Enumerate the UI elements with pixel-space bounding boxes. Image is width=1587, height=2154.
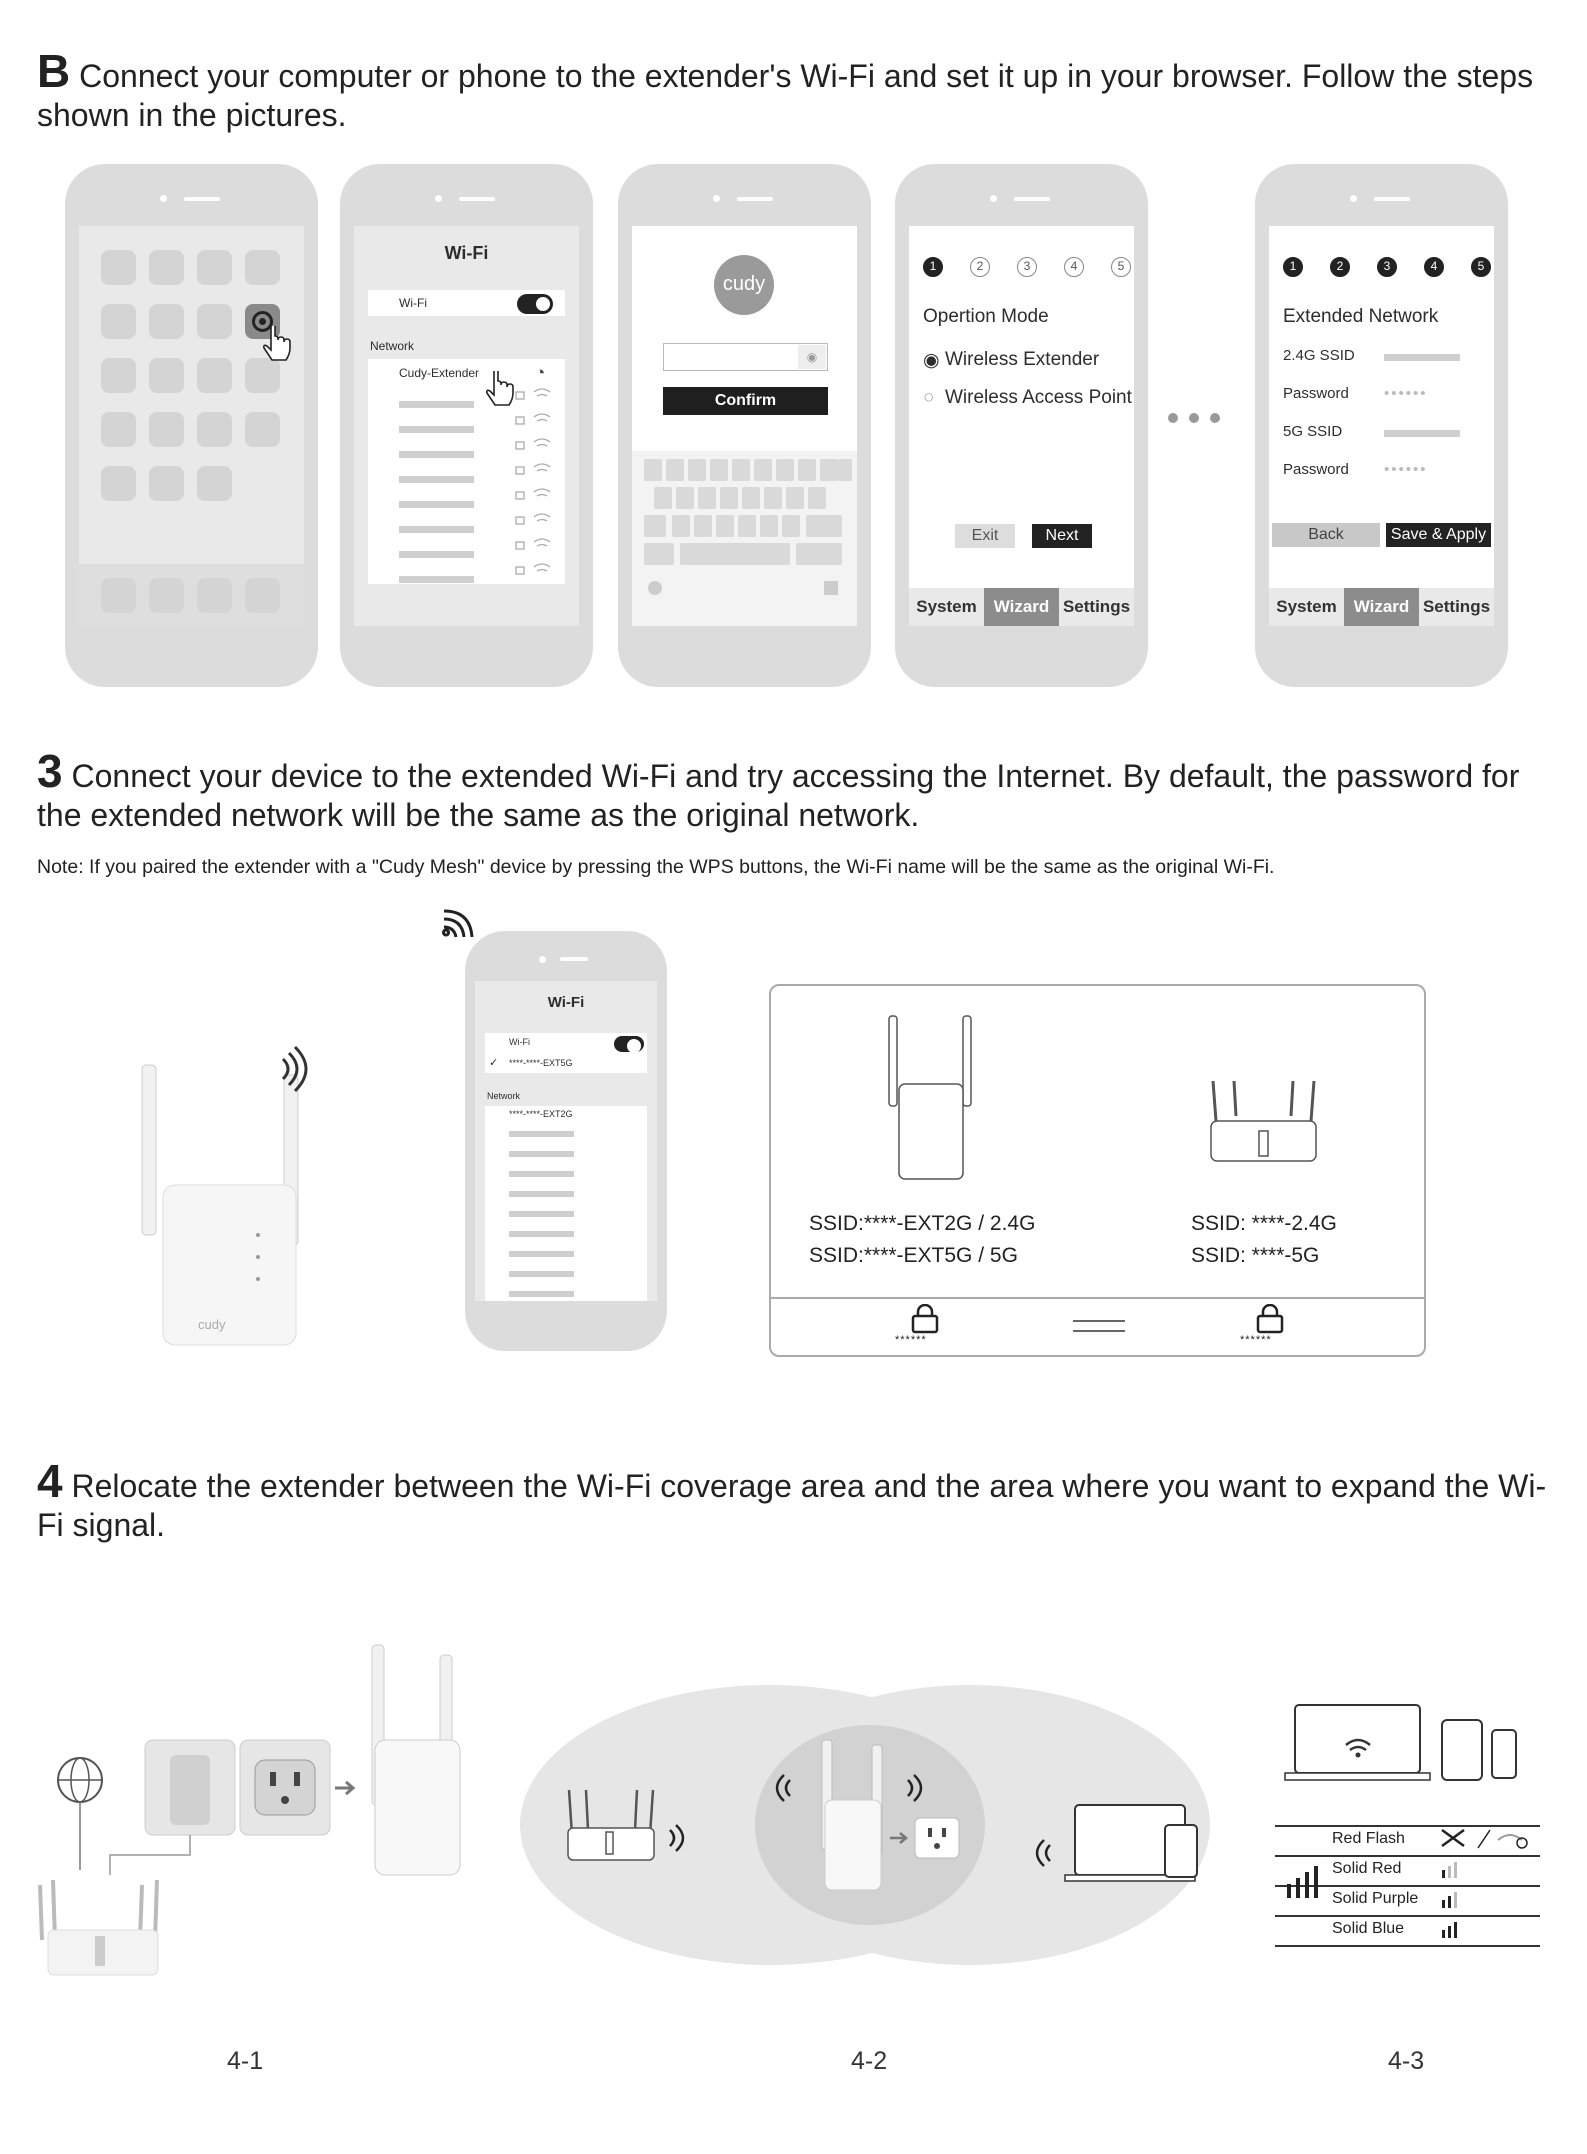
step-indicator-2: 2 <box>1330 257 1350 277</box>
wifi-toggle[interactable] <box>614 1036 644 1052</box>
signal-strong-icon <box>1440 1918 1462 1940</box>
field-label-password-2: Password <box>1283 461 1349 478</box>
step-indicator-3: 3 <box>1017 257 1037 277</box>
tab-system[interactable]: System <box>1276 597 1337 616</box>
tab-system[interactable]: System <box>916 597 977 616</box>
next-button[interactable]: Next <box>1032 524 1092 548</box>
network-label: Network <box>487 1091 521 1101</box>
extender-ssid-24g: SSID:****-EXT2G / 2.4G <box>809 1212 1036 1235</box>
extender-ssid-5g: SSID:****-EXT5G / 5G <box>809 1244 1018 1267</box>
lock-icon <box>1254 1304 1286 1334</box>
option-wireless-access-point[interactable]: Wireless Access Point <box>945 387 1132 408</box>
section-3-note: Note: If you paired the extender with a "Cudy Mesh" device by pressing the WPS buttons, the Wi-Fi name will be the same as the original Wi-Fi. <box>37 856 1275 878</box>
legend-red-flash: Red Flash <box>1332 1830 1405 1847</box>
section-3-text: Connect your device to the extended Wi-Fi and try accessing the Internet. By default, the password for the extended network will be the same as the original network. <box>37 758 1520 833</box>
more-steps-ellipsis <box>1164 410 1224 424</box>
exit-button[interactable]: Exit <box>955 524 1015 548</box>
coverage-area-illustration <box>520 1680 1220 1970</box>
legend-solid-red: Solid Red <box>1332 1860 1402 1877</box>
legend-solid-blue: Solid Blue <box>1332 1920 1405 1937</box>
phone-connected-wifi <box>465 931 667 1351</box>
hand-pointer-icon <box>261 326 295 366</box>
step-indicator-5: 5 <box>1471 257 1491 277</box>
field-password-1[interactable]: •••••• <box>1384 385 1428 402</box>
tab-settings[interactable]: Settings <box>1422 597 1491 616</box>
step-indicator-4: 4 <box>1424 257 1444 277</box>
lock-wifi-icons <box>514 378 554 593</box>
caption-4-1: 4-1 <box>227 2047 264 2075</box>
operation-mode-title: Opertion Mode <box>923 306 1049 327</box>
option-wireless-extender[interactable]: Wireless Extender <box>945 349 1100 370</box>
eye-icon[interactable]: ◉ <box>798 345 826 369</box>
phone-home-screen <box>65 164 318 687</box>
connected-checkmark-icon: ✓ <box>489 1057 499 1069</box>
network-item-ext2g[interactable]: ****-****-EXT2G <box>509 1109 573 1119</box>
tab-wizard[interactable]: Wizard <box>984 588 1059 626</box>
section-4-number: 4 <box>37 1455 63 1507</box>
equals-icon <box>1073 1319 1125 1333</box>
field-label-password-1: Password <box>1283 385 1349 402</box>
led-signal-bars-icon <box>1285 1862 1321 1902</box>
field-label-5g-ssid: 5G SSID <box>1283 423 1343 440</box>
field-24g-ssid[interactable] <box>1384 354 1460 361</box>
extender-device-icon <box>881 1011 981 1186</box>
save-apply-button[interactable]: Save & Apply <box>1386 523 1491 547</box>
step-indicator-3: 3 <box>1377 257 1397 277</box>
signal-medium-icon <box>1440 1888 1462 1910</box>
extended-network-title: Extended Network <box>1283 306 1439 327</box>
wifi-signal-icon: ◔ <box>535 363 546 382</box>
lock-icon <box>909 1304 941 1334</box>
ssid-comparison-box <box>769 984 1426 1357</box>
caption-4-3: 4-3 <box>1388 2047 1425 2075</box>
field-password-2[interactable]: •••••• <box>1384 461 1428 478</box>
extender-illustration <box>130 1025 330 1365</box>
section-4-heading <box>37 1455 1557 1545</box>
wifi-screen-title: Wi-Fi <box>547 994 585 1011</box>
bottom-tab-bar <box>1269 588 1494 626</box>
client-devices-icon <box>1280 1700 1530 1785</box>
step-indicator-2: 2 <box>970 257 990 277</box>
tab-wizard[interactable]: Wizard <box>1344 588 1419 626</box>
radio-wireless-access-point[interactable]: ○ <box>923 387 935 408</box>
network-label: Network <box>370 339 415 353</box>
extender-password-mask: ****** <box>895 1334 927 1346</box>
wifi-screen-title: Wi-Fi <box>444 243 489 263</box>
back-button[interactable]: Back <box>1272 523 1380 547</box>
signal-weak-icon <box>1440 1858 1462 1880</box>
step-indicator-1: 1 <box>923 257 943 277</box>
wifi-toggle[interactable] <box>517 294 553 314</box>
tab-settings[interactable]: Settings <box>1062 597 1131 616</box>
network-item-cudy-extender[interactable]: Cudy-Extender <box>399 366 480 380</box>
field-label-24g-ssid: 2.4G SSID <box>1283 347 1355 364</box>
keyboard <box>632 451 857 626</box>
plug-in-illustration <box>30 1640 470 2000</box>
field-5g-ssid[interactable] <box>1384 430 1460 437</box>
section-3-heading <box>37 745 1557 835</box>
section-b-text: Connect your computer or phone to the extender's Wi-Fi and set it up in your browser. Follow the steps shown in the pictures. <box>37 58 1534 133</box>
router-device-icon <box>1201 1076 1326 1176</box>
wifi-toggle-label: Wi-Fi <box>509 1037 530 1047</box>
step-indicator-4: 4 <box>1064 257 1084 277</box>
extender-brand-label: cudy <box>198 1317 226 1332</box>
router-password-mask: ****** <box>1240 1334 1272 1346</box>
connected-network-name[interactable]: ****-****-EXT5G <box>509 1058 573 1068</box>
router-ssid-5g: SSID: ****-5G <box>1191 1244 1320 1267</box>
hand-pointer-icon <box>484 371 518 411</box>
wifi-toggle-label: Wi-Fi <box>399 296 427 310</box>
phone-wifi-list <box>340 164 593 687</box>
step-indicator-5: 5 <box>1111 257 1131 277</box>
phone-wizard-step1 <box>895 164 1148 687</box>
legend-solid-purple: Solid Purple <box>1332 1890 1419 1907</box>
no-signal-icon <box>1438 1826 1533 1852</box>
section-b-heading <box>37 45 1557 135</box>
section-4-text: Relocate the extender between the Wi-Fi coverage area and the area where you want to expand the Wi-Fi signal. <box>37 1468 1547 1543</box>
home-screen <box>79 226 304 626</box>
bottom-tab-bar <box>909 588 1134 626</box>
wifi-signal-icon <box>440 905 476 941</box>
cudy-logo: cudy <box>714 255 774 315</box>
section-b-number: B <box>37 45 71 97</box>
radio-wireless-extender-selected[interactable]: ◉ <box>923 350 940 371</box>
section-3-number: 3 <box>37 745 63 797</box>
caption-4-2: 4-2 <box>851 2047 888 2075</box>
phone-browser-login <box>618 164 871 687</box>
confirm-button[interactable]: Confirm <box>663 387 828 415</box>
router-ssid-24g: SSID: ****-2.4G <box>1191 1212 1337 1235</box>
phone-wizard-step5 <box>1255 164 1508 687</box>
step-indicator-1: 1 <box>1283 257 1303 277</box>
